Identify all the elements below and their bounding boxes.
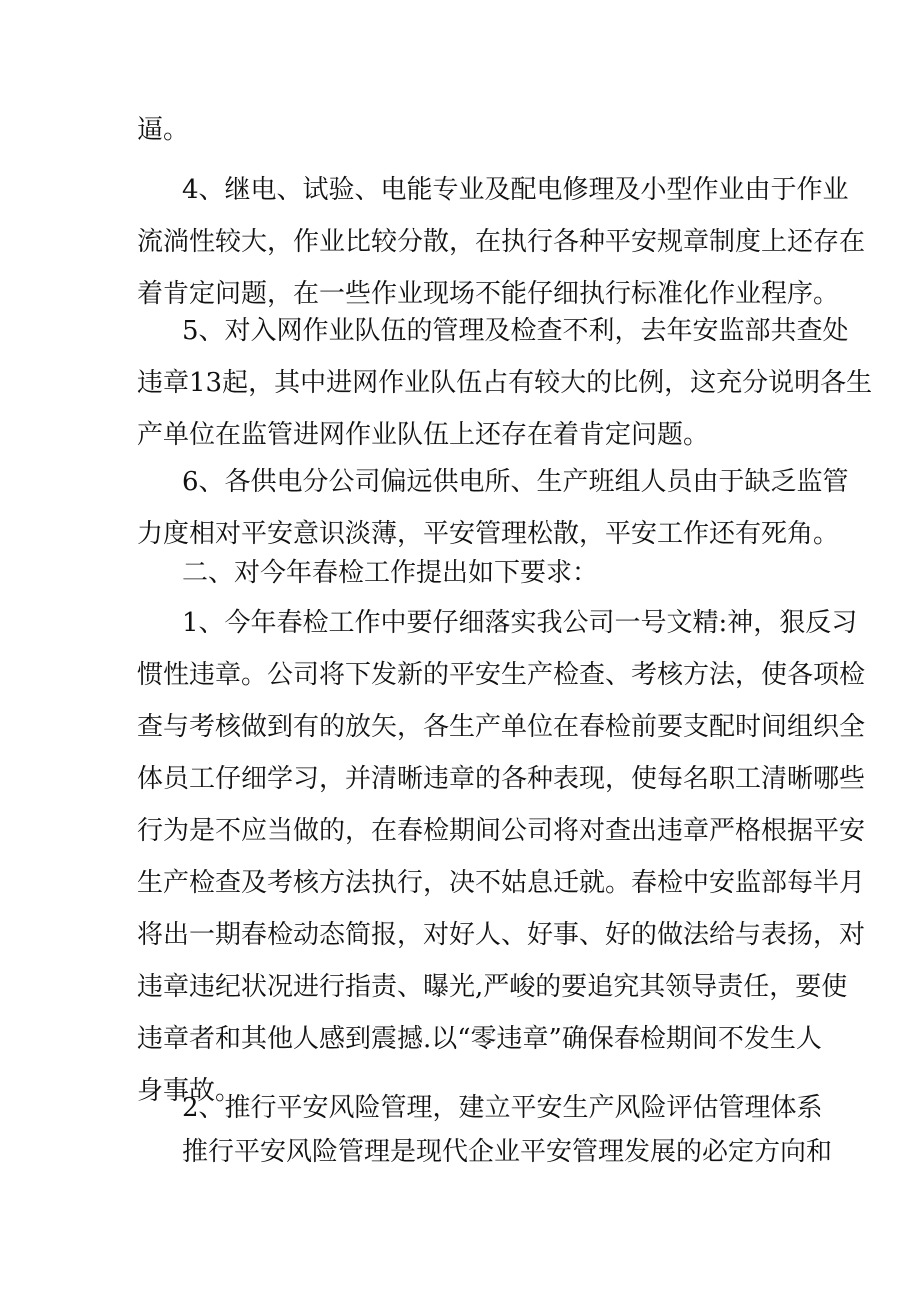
text-line: 流淌性较大，作业比较分散，在执行各种平安规章制度上还存在 [137,227,866,257]
paragraph-requirement-1 [0,597,920,1117]
paragraph-item-6 [0,456,920,560]
text-line: 2、推行平安风险管理，建立平安生产风险评估管理体系 [182,1093,823,1123]
text-line: 身事故。 [137,1076,242,1106]
text-line: 违章违纪状况进行指责、曝光,严峻的要追究其领导责任，要使 [137,972,848,1002]
paragraph-item-4 [0,164,920,320]
text-line: 4、继电、试验、电能专业及配电修理及小型作业由于作业 [182,175,849,205]
text-line: 违章13起，其中进网作业队伍占有较大的比例，这充分说明各生 [137,368,873,398]
text-line: 5、对入网作业队伍的管理及检查不利，去年安监部共查处 [182,316,849,346]
text-line: 1、今年春检工作中要仔细落实我公司一号文精:神，狠反习 [182,608,858,638]
text-line: 6、各供电分公司偏远供电所、生产班组人员由于缺乏监管 [182,467,849,497]
text-line: 违章者和其他人感到震撼.以“零违章”确保春检期间不发生人 [137,1024,822,1054]
text-line: 体员工仔细学习，并清晰违章的各种表现，使每名职工清晰哪些 [137,764,866,794]
paragraph-continuation [0,104,920,156]
text-line: 惯性违章。公司将下发新的平安生产检查、考核方法，使各项检 [137,660,866,690]
text-line: 推行平安风险管理是现代企业平安管理发展的必定方向和 [182,1137,833,1167]
paragraph-item-5 [0,305,920,461]
text-line: 逼。 [137,115,190,145]
paragraph-risk-management [0,1126,920,1178]
text-line: 力度相对平安意识淡薄，平安管理松散，平安工作还有死角。 [137,519,840,549]
text-line: 行为是不应当做的，在春检期间公司将对查出违章严格根据平安 [137,816,866,846]
text-line: 查与考核做到有的放矢，各生产单位在春检前要支配时间组织全 [137,712,866,742]
text-line: 产单位在监管进网作业队伍上还存在着肯定问题。 [137,420,710,450]
text-line: 将出一期春检动态简报，对好人、好事、好的做法给与表扬，对 [137,920,866,950]
text-line: 着肯定问题，在一些作业现场不能仔细执行标准化作业程序。 [137,279,840,309]
text-line: 二、对今年春检工作提出如下要求： [182,558,599,588]
text-line: 生产检查及考核方法执行，决不姑息迁就。春检中安监部每半月 [137,868,866,898]
section-heading [0,547,920,599]
